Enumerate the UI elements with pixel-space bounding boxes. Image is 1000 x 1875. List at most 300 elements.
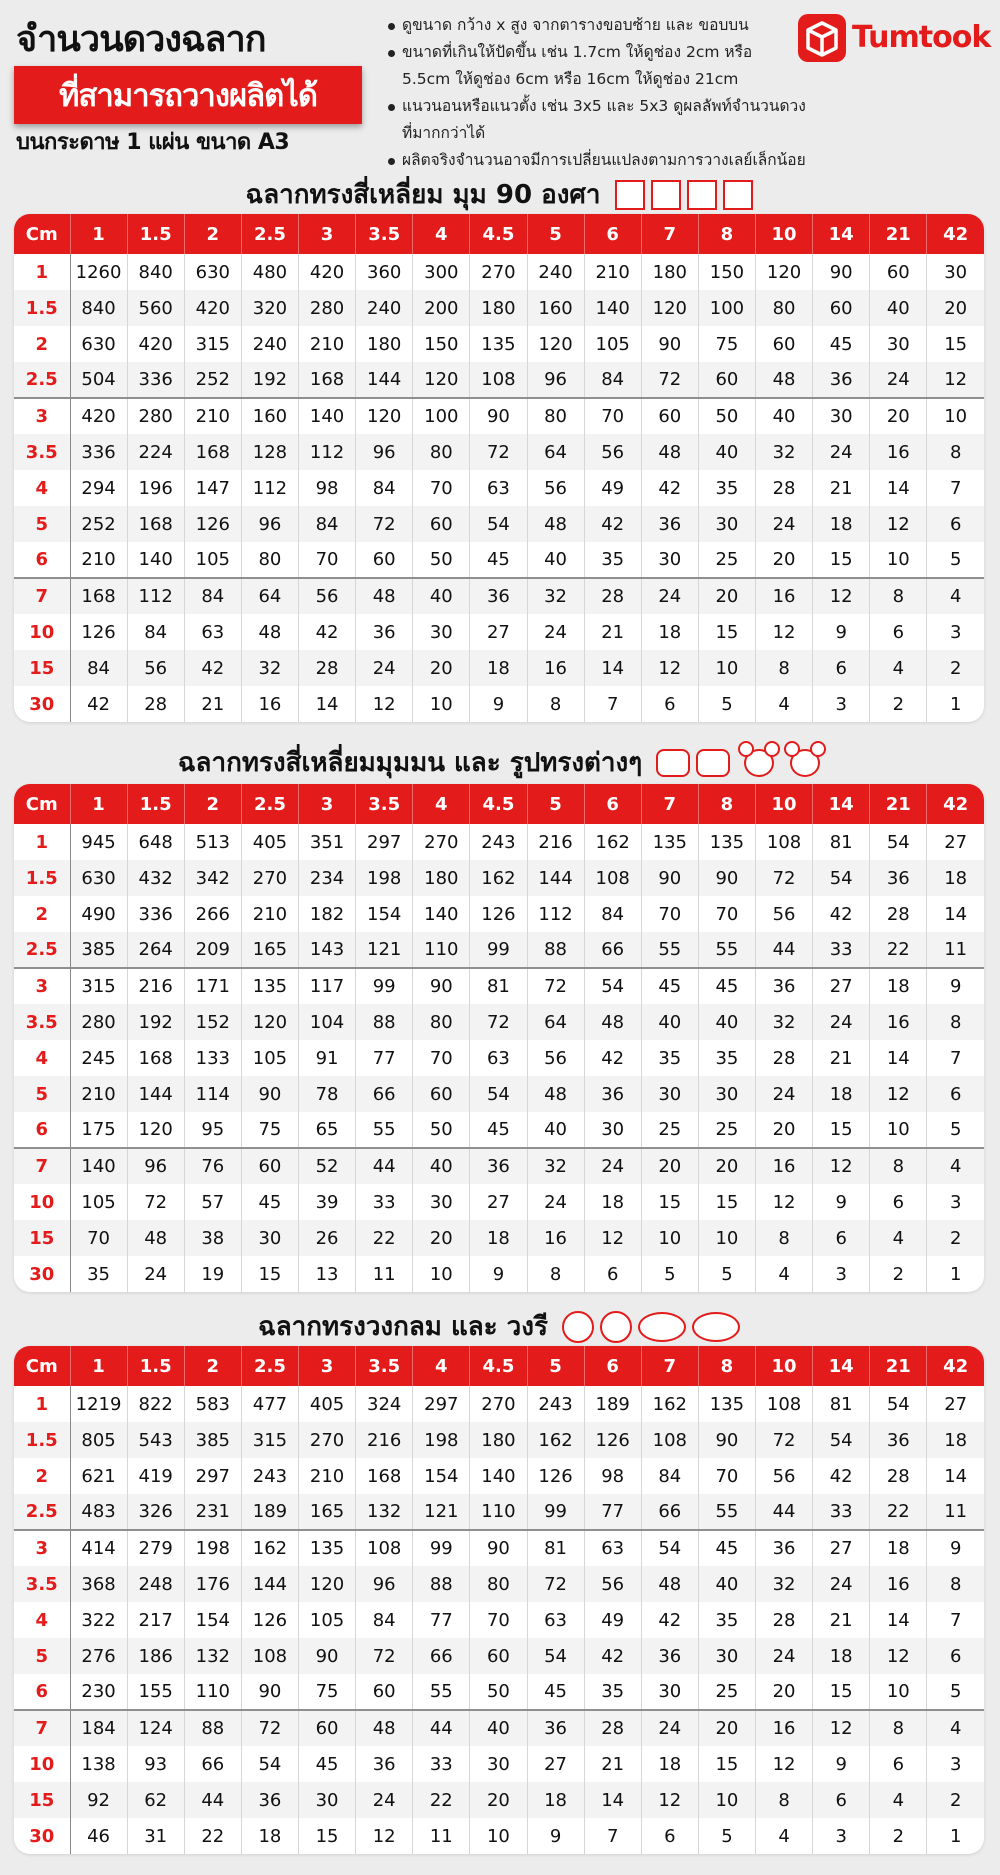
table-cell: 30	[413, 614, 470, 650]
table-cell: 54	[813, 860, 870, 896]
table-cell: 70	[299, 542, 356, 578]
table-cell: 110	[413, 932, 470, 968]
table-cell: 7	[949, 1047, 962, 1069]
table-cell: 90	[241, 1674, 298, 1710]
table-cell: 48	[756, 362, 813, 398]
table-cell: 8	[756, 1220, 813, 1256]
table-cell: 80	[413, 434, 470, 470]
table-cell: 176	[184, 1566, 241, 1602]
table-cell: 12	[356, 1818, 413, 1854]
table-cell: 152	[184, 1004, 241, 1040]
table-card	[14, 214, 984, 722]
table-cell: 105	[70, 1184, 127, 1220]
table-cell: 62	[127, 1782, 184, 1818]
table-cell: 135	[698, 1386, 755, 1422]
table-cell: 56	[527, 1040, 584, 1076]
table-cell: 209	[184, 932, 241, 968]
table-cell: 150	[413, 326, 470, 362]
table-row	[14, 1638, 984, 1674]
table-cell: 126	[70, 614, 127, 650]
table-cell: 48	[641, 434, 698, 470]
table-cell: 120	[413, 362, 470, 398]
column-header-cell: 4.5	[470, 1346, 527, 1386]
table-cell: 16	[870, 1566, 927, 1602]
table-cell: 11	[927, 1494, 984, 1530]
table-cell: 224	[127, 434, 184, 470]
table-row	[14, 1148, 984, 1184]
table-cell: 160	[527, 290, 584, 326]
table-cell: 5	[949, 549, 962, 570]
table-cell: 405	[241, 824, 298, 860]
table-cell: 4	[756, 1256, 813, 1292]
table-cell: 6	[813, 1220, 870, 1256]
table-cell: 45	[698, 1530, 755, 1566]
table-cell: 36	[641, 1638, 698, 1674]
table-cell: 120	[756, 254, 813, 290]
table-cell: 92	[70, 1782, 127, 1818]
table-cell: 24	[356, 650, 413, 686]
table-cell: 300	[413, 254, 470, 290]
table-cell: 27	[470, 614, 527, 650]
table-cell: 27	[527, 1746, 584, 1782]
table-cell: 180	[413, 860, 470, 896]
table-cell: 210	[299, 1458, 356, 1494]
table-cell: 44	[756, 1494, 813, 1530]
table-cell: 154	[356, 896, 413, 932]
table-cell: 45	[299, 1746, 356, 1782]
row-header-cell: 30	[14, 1256, 70, 1292]
table-cell: 36	[241, 1782, 298, 1818]
table-cell: 88	[413, 1566, 470, 1602]
table-cell: 90	[470, 1530, 527, 1566]
table-cell: 240	[356, 290, 413, 326]
table-cell: 8	[756, 650, 813, 686]
table-cell: 12	[870, 1638, 927, 1674]
table-cell: 84	[584, 362, 641, 398]
note-item	[386, 147, 806, 174]
table-cell: 30	[584, 1112, 641, 1148]
table-cell: 8	[927, 1004, 984, 1040]
table-cell: 21	[584, 614, 641, 650]
table-cell: 162	[470, 860, 527, 896]
page-header	[0, 0, 1000, 169]
table-cell: 48	[641, 1566, 698, 1602]
table-row	[14, 1782, 984, 1818]
table-cell: 2	[927, 1220, 984, 1256]
table-row	[14, 1422, 984, 1458]
table-cell: 192	[241, 362, 298, 398]
table-cell: 280	[127, 398, 184, 434]
table-cell: 21	[184, 686, 241, 722]
table-cell: 10	[870, 1112, 927, 1148]
table-cell: 490	[70, 896, 127, 932]
section-title	[14, 1306, 984, 1344]
column-header-cell: 42	[927, 784, 984, 824]
table-cell: 90	[641, 326, 698, 362]
table-cell: 7	[584, 1818, 641, 1854]
table-cell: 6	[813, 650, 870, 686]
table-cell: 18	[870, 968, 927, 1004]
table-cell: 56	[527, 470, 584, 506]
table-row	[14, 1602, 984, 1638]
table-cell: 165	[299, 1494, 356, 1530]
table-cell: 81	[527, 1530, 584, 1566]
table-cell: 8	[527, 686, 584, 722]
row-header-cell: 6	[14, 542, 70, 578]
table-cell: 2	[870, 1256, 927, 1292]
table-cell: 180	[641, 254, 698, 290]
rounded-square-shape-icon	[696, 749, 730, 777]
table-cell: 108	[584, 860, 641, 896]
table-cell: 4	[870, 650, 927, 686]
column-header-cell: 4	[413, 1346, 470, 1386]
table-cell: 60	[698, 362, 755, 398]
row-header-cell: 15	[14, 1220, 70, 1256]
table-card	[14, 1346, 984, 1854]
table-cell: 28	[299, 650, 356, 686]
table-cell: 210	[70, 1076, 127, 1112]
table-cell: 297	[413, 1386, 470, 1422]
table-cell: 280	[70, 1004, 127, 1040]
table-cell: 40	[698, 1566, 755, 1602]
table-cell: 135	[641, 824, 698, 860]
column-header-cell: 8	[698, 1346, 755, 1386]
table-row	[14, 470, 984, 506]
table-cell: 35	[70, 1256, 127, 1292]
table-cell: 10	[870, 1674, 927, 1710]
table-cell: 120	[356, 398, 413, 434]
table-cell: 583	[184, 1386, 241, 1422]
table-cell: 32	[756, 1004, 813, 1040]
table-cell: 10	[413, 686, 470, 722]
table-cell: 240	[241, 326, 298, 362]
column-header-cell: 6	[584, 214, 641, 254]
table-cell: 336	[127, 896, 184, 932]
table-cell: 36	[756, 968, 813, 1004]
table-cell: 12	[356, 686, 413, 722]
table-cell: 72	[127, 1184, 184, 1220]
table-cell: 42	[641, 470, 698, 506]
table-cell: 18	[641, 614, 698, 650]
table-cell: 294	[70, 470, 127, 506]
table-cell: 168	[299, 362, 356, 398]
table-cell: 143	[299, 932, 356, 968]
table-cell: 76	[184, 1148, 241, 1184]
table-cell: 18	[527, 1782, 584, 1818]
table-cell: 10	[641, 1220, 698, 1256]
table-cell: 24	[813, 1004, 870, 1040]
table-cell: 8	[927, 1566, 984, 1602]
table-cell: 20	[756, 542, 813, 578]
table-cell: 155	[127, 1674, 184, 1710]
table-cell: 52	[299, 1148, 356, 1184]
table-cell: 4	[927, 1148, 984, 1184]
table-cell: 8	[756, 1782, 813, 1818]
table-cell: 11	[356, 1256, 413, 1292]
oval-shape-icon	[692, 1312, 740, 1342]
table-cell: 70	[641, 896, 698, 932]
table-cell: 42	[641, 1602, 698, 1638]
table-cell: 5	[949, 1119, 962, 1140]
table-cell: 121	[356, 932, 413, 968]
row-header-cell: 1	[14, 1386, 70, 1422]
table-cell: 480	[241, 254, 298, 290]
table-cell: 168	[70, 578, 127, 614]
rounded-square-shape-icon	[656, 749, 690, 777]
table-cell: 70	[698, 896, 755, 932]
table-cell: 55	[698, 1494, 755, 1530]
note-item	[386, 12, 806, 39]
table-cell: 48	[527, 1076, 584, 1112]
table-cell: 54	[641, 1530, 698, 1566]
table-cell: 24	[813, 434, 870, 470]
table-cell: 42	[584, 1638, 641, 1674]
table-cell: 117	[299, 968, 356, 1004]
table-cell: 230	[70, 1674, 127, 1710]
table-cell: 63	[470, 1040, 527, 1076]
column-header-cell: 1.5	[127, 784, 184, 824]
table-cell: 60	[413, 506, 470, 542]
table-cell: 126	[184, 506, 241, 542]
table-cell: 120	[241, 1004, 298, 1040]
table-header-row	[14, 1346, 984, 1386]
table-cell: 60	[813, 290, 870, 326]
table-cell: 138	[70, 1746, 127, 1782]
table-cell: 24	[813, 1566, 870, 1602]
table-cell: 24	[756, 1076, 813, 1112]
table-cell: 88	[184, 1710, 241, 1746]
table-cell: 50	[470, 1674, 527, 1710]
table-cell: 20	[870, 398, 927, 434]
table-cell: 30	[698, 1076, 755, 1112]
table-cell: 3	[813, 686, 870, 722]
table-cell: 49	[584, 1602, 641, 1638]
circle-shape-icon	[600, 1311, 632, 1343]
row-header-cell: 10	[14, 614, 70, 650]
square-shape-icon	[615, 180, 645, 210]
column-header-cell: 2	[184, 214, 241, 254]
quantity-table	[14, 214, 984, 722]
table-cell: 39	[299, 1184, 356, 1220]
table-cell: 54	[584, 968, 641, 1004]
table-cell: 77	[413, 1602, 470, 1638]
table-cell: 15	[241, 1256, 298, 1292]
row-header-cell: 4	[14, 470, 70, 506]
table-cell: 12	[756, 1746, 813, 1782]
table-cell: 40	[470, 1710, 527, 1746]
row-header-cell: 1.5	[14, 290, 70, 326]
table-cell: 189	[584, 1386, 641, 1422]
table-cell: 54	[470, 506, 527, 542]
table-cell: 63	[470, 470, 527, 506]
table-cell: 66	[584, 932, 641, 968]
column-header-cell: 2.5	[241, 1346, 298, 1386]
table-cell: 84	[641, 1458, 698, 1494]
table-cell: 154	[184, 1602, 241, 1638]
table-cell: 20	[641, 1148, 698, 1184]
table-cell: 18	[813, 1076, 870, 1112]
table-cell: 81	[813, 1386, 870, 1422]
table-cell: 90	[299, 1638, 356, 1674]
table-cell: 90	[698, 1422, 755, 1458]
table-cell: 150	[698, 254, 755, 290]
column-header-cell: 5	[527, 214, 584, 254]
table-cell: 90	[641, 860, 698, 896]
table-cell: 24	[756, 1638, 813, 1674]
table-row	[14, 1746, 984, 1782]
table-cell: 234	[299, 860, 356, 896]
table-cell: 84	[584, 896, 641, 932]
column-header-cell: 10	[756, 214, 813, 254]
table-cell: 80	[413, 1004, 470, 1040]
table-cell: 25	[698, 542, 755, 578]
table-cell: 210	[184, 398, 241, 434]
column-header-cell: 1	[70, 214, 127, 254]
table-row	[14, 686, 984, 722]
table-cell: 77	[584, 1494, 641, 1530]
table-cell: 6	[641, 1818, 698, 1854]
table-cell: 18	[927, 860, 984, 896]
table-cell: 50	[413, 1112, 470, 1148]
table-cell: 16	[241, 686, 298, 722]
table-row	[14, 254, 984, 290]
table-cell: 72	[470, 434, 527, 470]
table-cell: 147	[184, 470, 241, 506]
table-cell: 32	[241, 650, 298, 686]
table-cell: 420	[184, 290, 241, 326]
table-cell: 24	[527, 1184, 584, 1220]
table-cell: 184	[70, 1710, 127, 1746]
table-cell: 28	[870, 1458, 927, 1494]
table-cell: 1	[949, 693, 962, 715]
table-cell: 30	[698, 1638, 755, 1674]
table-cell: 45	[813, 326, 870, 362]
table-cell: 108	[470, 362, 527, 398]
table-cell: 477	[241, 1386, 298, 1422]
table-cell: 27	[813, 968, 870, 1004]
box-logo-icon	[798, 14, 846, 62]
table-cell: 42	[813, 896, 870, 932]
table-cell: 27	[470, 1184, 527, 1220]
table-cell: 40	[527, 1112, 584, 1148]
table-cell: 22	[870, 1494, 927, 1530]
table-cell: 270	[241, 860, 298, 896]
table-cell: 14	[870, 470, 927, 506]
column-header-cell: 8	[698, 784, 755, 824]
table-row	[14, 1112, 984, 1148]
column-header-cell: 21	[870, 784, 927, 824]
row-header-cell: 3	[14, 1530, 70, 1566]
brand-name: Tumtook	[852, 20, 991, 55]
table-cell: 10	[413, 1256, 470, 1292]
table-cell: 40	[527, 542, 584, 578]
table-cell: 44	[356, 1148, 413, 1184]
table-cell: 840	[70, 290, 127, 326]
table-cell: 56	[756, 896, 813, 932]
table-cell: 243	[241, 1458, 298, 1494]
quantity-table	[14, 1346, 984, 1854]
table-row	[14, 1386, 984, 1422]
table-cell: 105	[241, 1040, 298, 1076]
table-cell: 7	[584, 686, 641, 722]
table-cell: 15	[813, 542, 870, 578]
table-row	[14, 1674, 984, 1710]
table-cell: 15	[698, 1184, 755, 1220]
table-cell: 33	[813, 1494, 870, 1530]
table-cell: 48	[527, 506, 584, 542]
table-cell: 252	[184, 362, 241, 398]
table-row	[14, 1566, 984, 1602]
table-cell: 144	[527, 860, 584, 896]
column-header-cell: 10	[756, 784, 813, 824]
table-cell: 144	[356, 362, 413, 398]
table-cell: 133	[184, 1040, 241, 1076]
table-cell: 144	[127, 1076, 184, 1112]
table-cell: 264	[127, 932, 184, 968]
table-cell: 48	[127, 1220, 184, 1256]
table-cell: 22	[184, 1818, 241, 1854]
table-cell: 186	[127, 1638, 184, 1674]
table-cell: 81	[813, 824, 870, 860]
column-header-cell: 3.5	[356, 784, 413, 824]
table-cell: 140	[413, 896, 470, 932]
table-cell: 12	[813, 1148, 870, 1184]
table-cell: 9	[813, 614, 870, 650]
table-cell: 72	[756, 1422, 813, 1458]
table-cell: 66	[641, 1494, 698, 1530]
table-cell: 342	[184, 860, 241, 896]
table-cell: 121	[413, 1494, 470, 1530]
table-cell: 315	[241, 1422, 298, 1458]
table-cell: 28	[756, 1040, 813, 1076]
column-header-cell: 2.5	[241, 214, 298, 254]
table-cell: 56	[584, 1566, 641, 1602]
table-cell: 140	[584, 290, 641, 326]
table-cell: 10	[698, 650, 755, 686]
table-cell: 24	[584, 1148, 641, 1184]
row-header-cell: 7	[14, 1148, 70, 1184]
oval-shape-icon	[638, 1312, 686, 1342]
table-cell: 243	[527, 1386, 584, 1422]
row-header-cell: 15	[14, 1782, 70, 1818]
table-row	[14, 434, 984, 470]
table-cell: 45	[241, 1184, 298, 1220]
table-cell: 42	[184, 650, 241, 686]
table-cell: 36	[470, 1148, 527, 1184]
table-cell: 88	[527, 932, 584, 968]
column-header-cell: 5	[527, 1346, 584, 1386]
table-cell: 96	[356, 1566, 413, 1602]
row-header-cell: 6	[14, 1112, 70, 1148]
table-cell: 35	[641, 1040, 698, 1076]
row-header-cell: 2.5	[14, 932, 70, 968]
table-cell: 385	[184, 1422, 241, 1458]
table-cell: 19	[184, 1256, 241, 1292]
column-header-cell: 4	[413, 214, 470, 254]
table-cell: 240	[527, 254, 584, 290]
note-item	[386, 93, 806, 147]
table-cell: 168	[127, 1040, 184, 1076]
note-text: ดูขนาด กว้าง x สูง จากตารางขอบซ้าย และ ขอบบน	[402, 16, 749, 34]
table-cell: 70	[584, 398, 641, 434]
table-cell: 45	[527, 1674, 584, 1710]
table-cell: 36	[813, 362, 870, 398]
table-cell: 27	[813, 1530, 870, 1566]
table-cell: 4	[756, 1818, 813, 1854]
column-header-cell: 6	[584, 1346, 641, 1386]
table-cell: 108	[641, 1422, 698, 1458]
table-cell: 140	[299, 398, 356, 434]
